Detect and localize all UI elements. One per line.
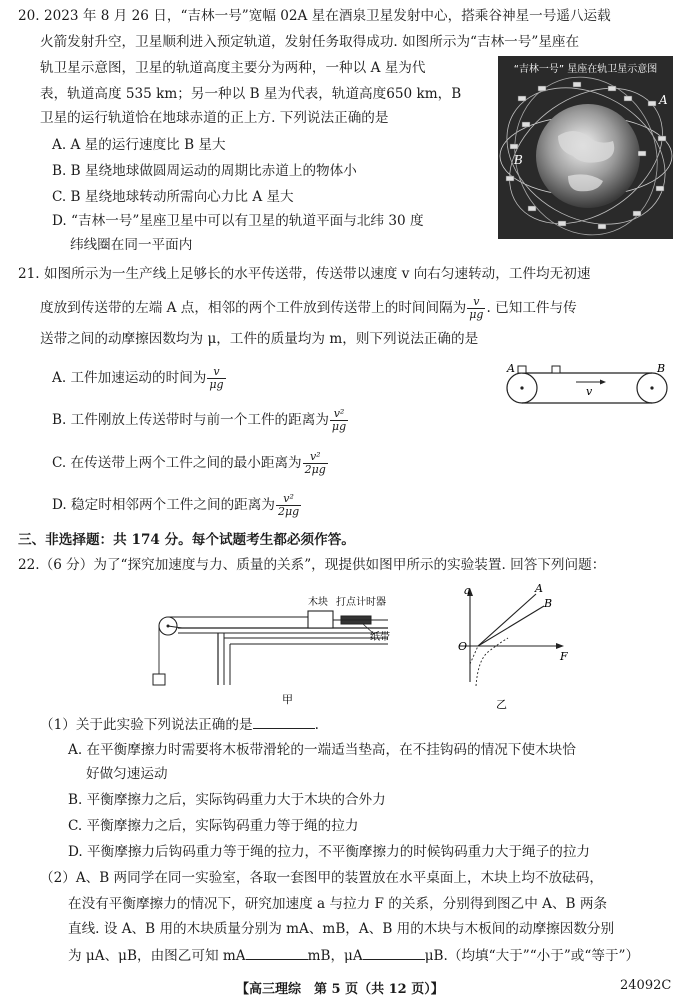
- q20-option-a: A. A 星的运行速度比 B 星大: [52, 137, 226, 153]
- conveyor-velocity-label: v: [586, 385, 593, 398]
- option-a-denominator: μg: [209, 378, 224, 391]
- exam-code: 24092C: [620, 978, 672, 993]
- answer-blank-mass[interactable]: [246, 947, 308, 960]
- conveyor-point-b: B: [657, 362, 666, 375]
- answer-blank-friction[interactable]: [363, 947, 425, 960]
- option-d-numerator: v²: [276, 493, 301, 506]
- tape-label: 纸带: [370, 632, 390, 643]
- conveyor-point-a: A: [507, 362, 515, 375]
- graph-a-f-figure: [440, 582, 580, 712]
- axis-f-label: F: [560, 650, 568, 663]
- satellite-label-a: A: [659, 93, 668, 107]
- page-footer: 【高三理综 第 5 页（共 12 页）】: [236, 982, 444, 997]
- q22-part-2-text-c: μB.（均填“大于”“小于”或“等于”）: [424, 948, 640, 964]
- q21-line-2-tail: . 已知工件与传: [486, 300, 577, 316]
- q22-part-2-line-4: [68, 947, 639, 965]
- q22-part-2-line-1: （2）A、B 两同学在同一实验室，各取一套图甲的装置放在水平桌面上，木块上均不放砝码，: [40, 870, 603, 886]
- origin-label: O: [458, 640, 468, 653]
- q21-option-d: [52, 493, 302, 518]
- q22-option-b: B. 平衡摩擦力之后，实际钩码重力大于木块的合外力: [68, 792, 386, 808]
- option-b-fraction: [330, 408, 348, 433]
- q20-line-4: 表，轨道高度 535 km；另一种以 B 星为代表，轨道高度650 km，B: [40, 86, 462, 102]
- q22-part-1-text: （1）关于此实验下列说法正确的是: [40, 717, 253, 733]
- timer-label: 打点计时器: [336, 597, 386, 608]
- answer-blank-1[interactable]: [253, 716, 315, 729]
- line-a-label: A: [535, 582, 543, 595]
- option-d-fraction: [276, 493, 301, 518]
- q21-line-1: 21. 如图所示为一生产线上足够长的水平传送带，传送带以速度 v 向右匀速转动，工件均无初速: [18, 266, 591, 282]
- interval-fraction: [467, 296, 485, 321]
- block-label: 木块: [308, 597, 328, 608]
- satellite-figure: [498, 56, 673, 239]
- satellite-label-b: B: [514, 153, 523, 167]
- q22-option-c: C. 平衡摩擦力之后，实际钩码重力等于绳的拉力: [68, 818, 359, 834]
- q22-option-a-cont: 好做匀速运动: [86, 766, 168, 782]
- option-c-denominator: 2μg: [304, 463, 326, 476]
- option-b-numerator: v²: [330, 408, 348, 421]
- q20-line-3: 轨卫星示意图，卫星的轨道高度主要分为两种，一种以 A 星为代: [40, 60, 426, 76]
- q21-line-2-text: 度放到传送带的左端 A 点，相邻的两个工件放到传送带上的时间间隔为: [40, 300, 467, 316]
- apparatus-caption: 甲: [282, 693, 293, 706]
- q20-option-c: C. B 星绕地球转动所需向心力比 A 星大: [52, 189, 294, 205]
- option-c-numerator: v²: [303, 451, 328, 464]
- q21-option-b: [52, 408, 349, 433]
- q22-part-2-text-b: mB，μA: [307, 948, 363, 964]
- satellite-figure-title: “吉林一号” 星座在轨卫星示意图: [513, 64, 658, 75]
- q21-option-a-text: A. 工件加速运动的时间为: [52, 370, 207, 386]
- q20-option-b: B. B 星绕地球做圆周运动的周期比赤道上的物体小: [52, 163, 357, 179]
- q20-line-2: 火箭发射升空，卫星顺利进入预定轨道，发射任务取得成功. 如图所示为“吉林一号”星座在: [40, 34, 580, 50]
- q22-part-2-line-2: 在没有平衡摩擦力的情况下，研究加速度 a 与拉力 F 的关系，分别得到图乙中 A、B 两条: [68, 896, 608, 912]
- line-b-label: B: [544, 597, 553, 610]
- q21-option-b-text: B. 工件刚放上传送带时与前一个工件的距离为: [52, 412, 329, 428]
- q20-option-d: D. “吉林一号”星座卫星中可以有卫星的轨道平面与北纬 30 度: [52, 213, 424, 229]
- graph-caption: 乙: [496, 698, 507, 711]
- q21-option-c-text: C. 在传送带上两个工件之间的最小距离为: [52, 455, 302, 471]
- q20-option-d-cont: 纬线圈在同一平面内: [70, 237, 193, 253]
- q21-option-c: [52, 451, 329, 476]
- q20-line-1: 20. 2023 年 8 月 26 日，“吉林一号”宽幅 02A 星在酒泉卫星发射中心，搭乘谷神星一号遥八运载: [18, 8, 611, 24]
- option-b-denominator: μg: [331, 420, 347, 433]
- q22-part-1-end: .: [314, 717, 319, 733]
- q22-part-1: [40, 716, 319, 734]
- q21-line-2: [40, 296, 577, 321]
- option-a-fraction: [207, 366, 225, 391]
- option-c-fraction: [303, 451, 328, 476]
- q22-option-d: D. 平衡摩擦力后钩码重力等于绳的拉力，不平衡摩擦力的时候钩码重力大于绳子的拉力: [68, 844, 591, 860]
- axis-a-label: a: [464, 584, 471, 597]
- q22-part-2-text-a: 为 μA、μB，由图乙可知 mA: [68, 948, 246, 964]
- q20-line-5: 卫星的运行轨道恰在地球赤道的正上方. 下列说法正确的是: [40, 110, 389, 126]
- interval-denominator: μg: [469, 308, 484, 321]
- q21-line-3: 送带之间的动摩擦因数均为 μ，工件的质量均为 m，则下列说法正确的是: [40, 331, 479, 347]
- q22-part-2-line-3: 直线. 设 A、B 用的木块质量分别为 mA、mB，A、B 用的木块与木板间的动摩擦因数分别: [68, 921, 615, 937]
- section-3-heading: 三、非选择题：共 174 分。每个试题考生都必须作答。: [18, 532, 355, 548]
- q22-option-a: A. 在平衡摩擦力时需要将木板带滑轮的一端适当垫高，在不挂钩码的情况下使木块恰: [68, 742, 576, 758]
- interval-numerator: v: [467, 296, 485, 309]
- option-a-numerator: v: [207, 366, 225, 379]
- q21-option-d-text: D. 稳定时相邻两个工件之间的距离为: [52, 497, 275, 513]
- option-d-denominator: 2μg: [277, 505, 300, 518]
- q22-intro: 22.（6 分）为了“探究加速度与力、质量的关系”，现提供如图甲所示的实验装置. 回答下列问题：: [18, 557, 606, 573]
- conveyor-belt-figure: [500, 360, 675, 410]
- q21-option-a: [52, 366, 227, 391]
- apparatus-figure: [148, 588, 398, 708]
